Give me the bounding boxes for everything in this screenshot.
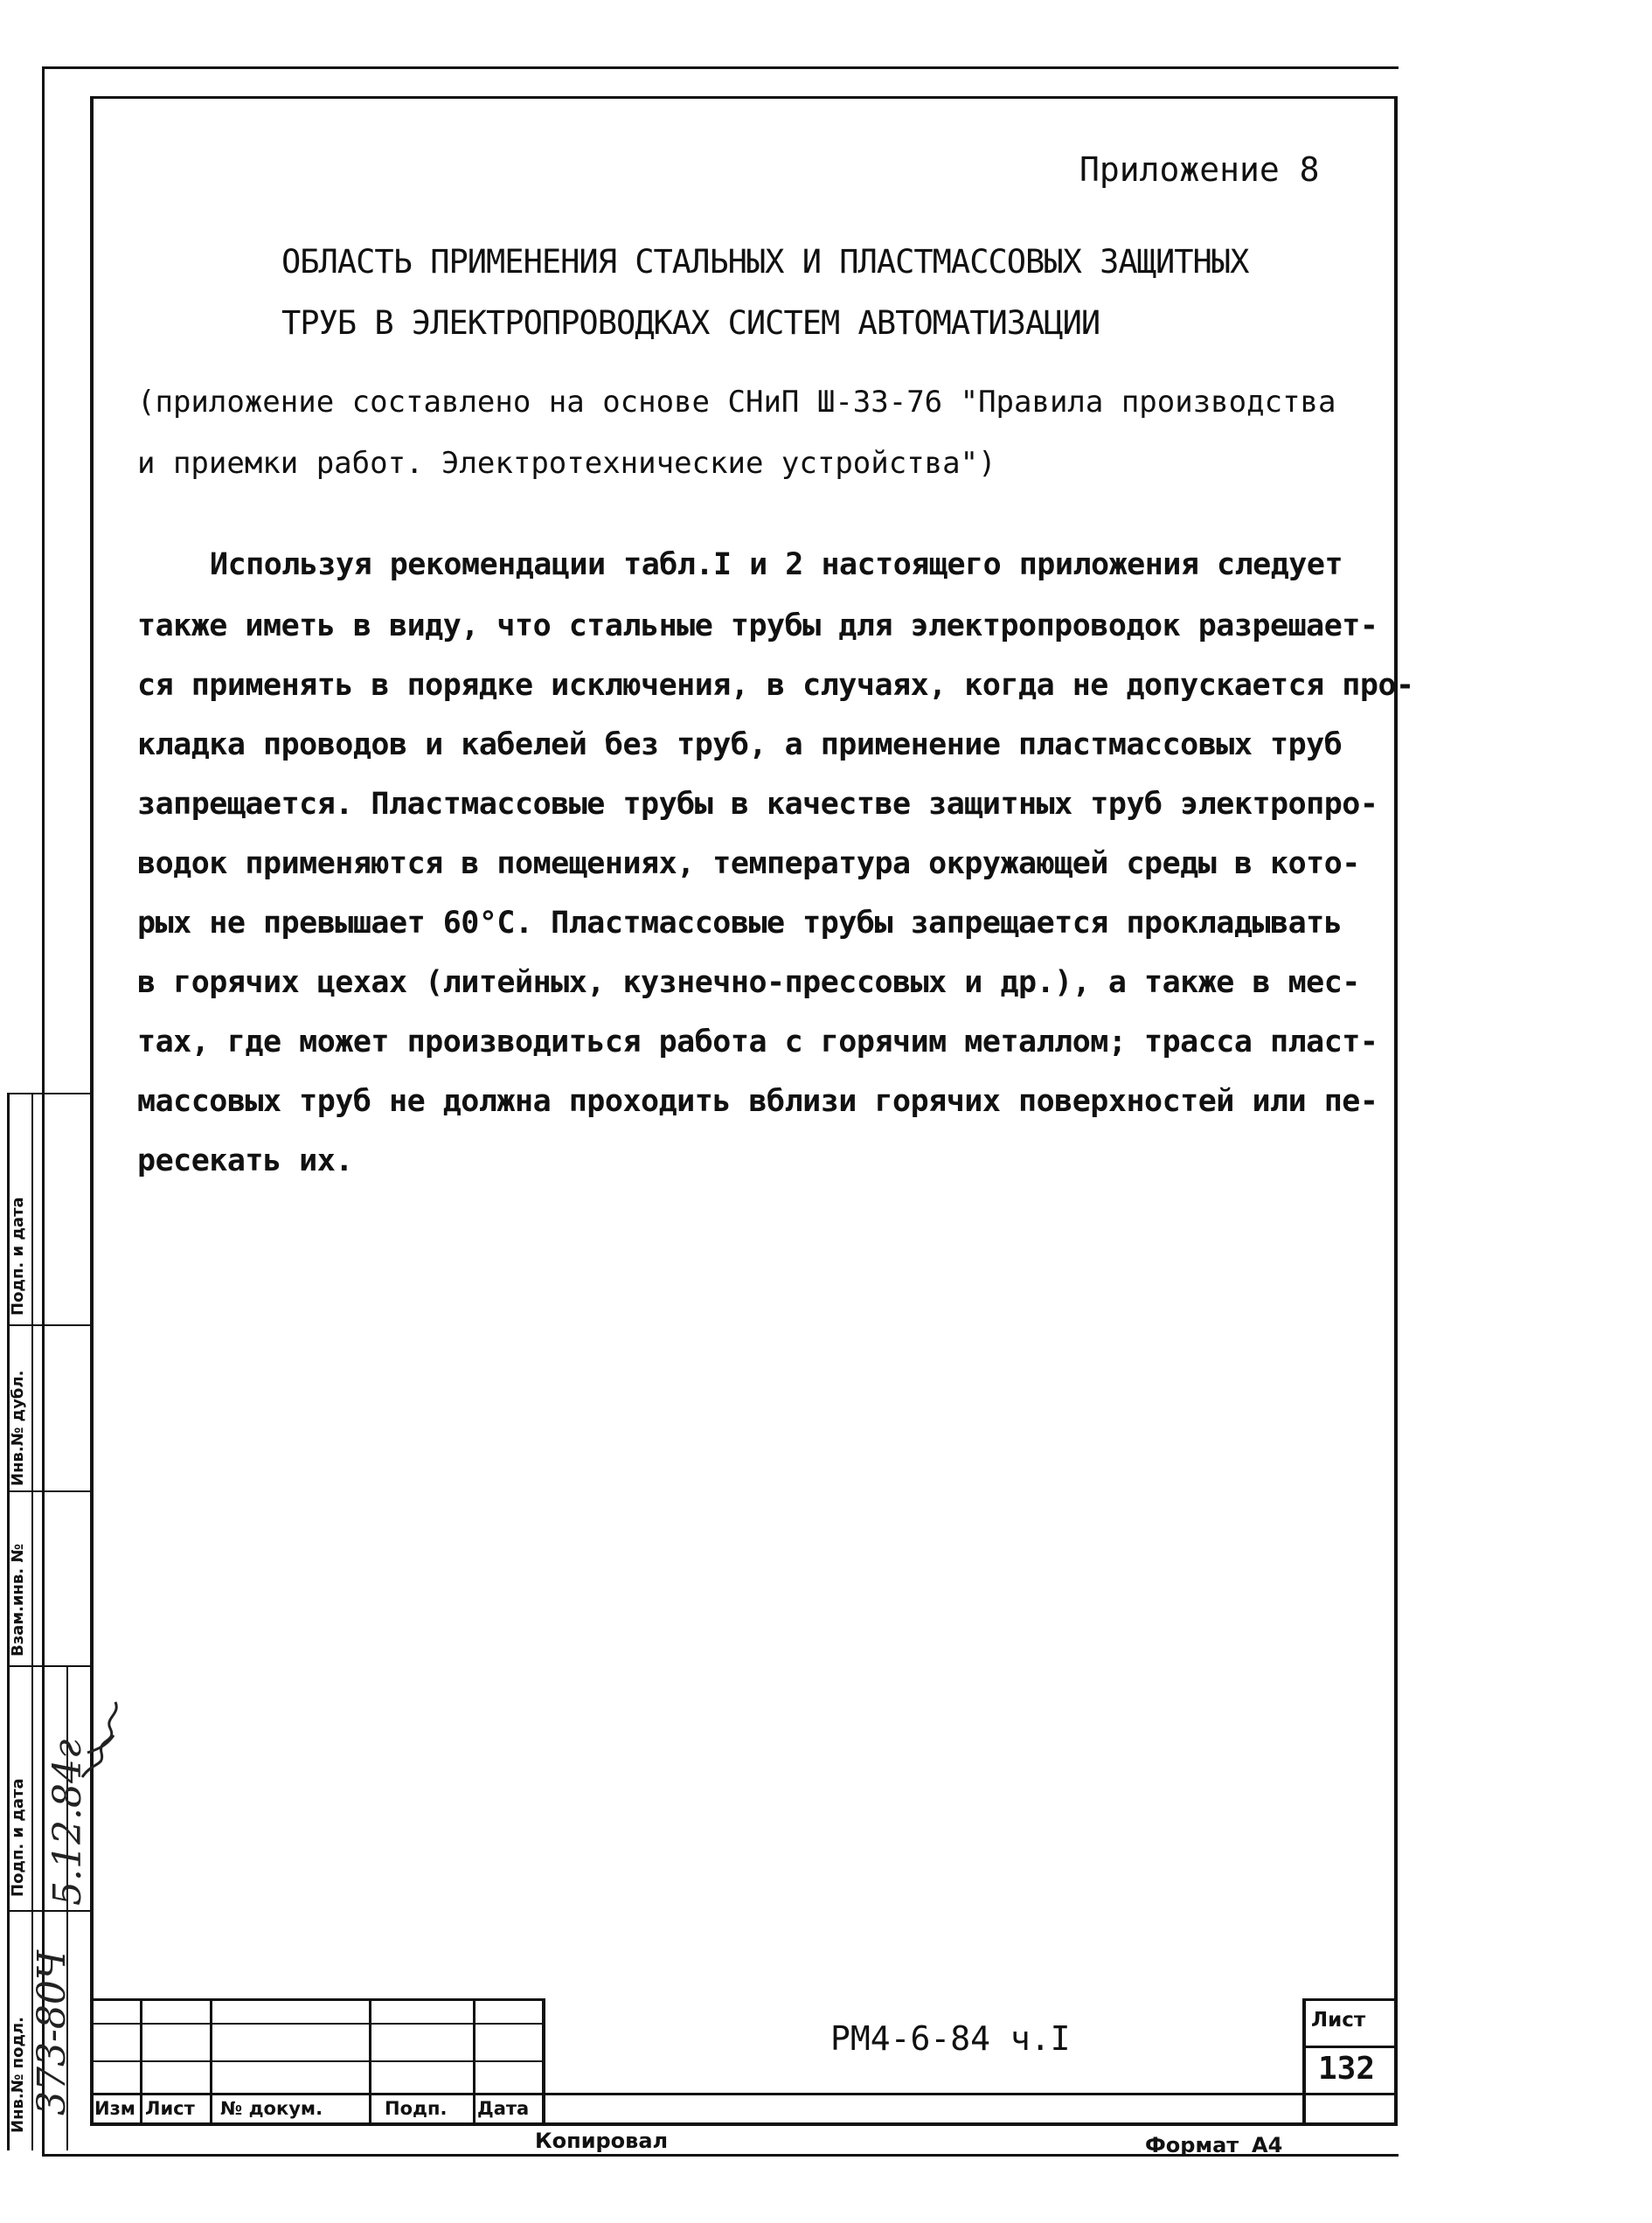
tb-row-line (90, 2023, 545, 2025)
signature-scribble (75, 1692, 128, 1788)
body-line: ся применять в порядке исключения, в случаях, когда не допускается про- (137, 668, 1414, 703)
side-stamp-divider (7, 1093, 93, 1094)
body-line: тах, где может производиться работа с горячим металлом; трасса пласт- (137, 1025, 1378, 1059)
body-line: в горячих цехах (литейных, кузнечно-прессовых и др.), а также в мес- (137, 965, 1360, 1000)
tb-col-line (210, 1998, 212, 2122)
body-line: рых не превышает 60°С. Пластмассовые трубы запрещается прокладывать (137, 906, 1343, 941)
note-line-1: (приложение составлено на основе СНиП Ш-33-76 "Правила производства (137, 385, 1336, 420)
body-line: массовых труб не должна проходить вблизи горячих поверхностей или пе- (137, 1084, 1378, 1119)
side-stamp-divider (7, 1665, 93, 1667)
side-stamp-divider (7, 1910, 93, 1912)
outer-frame-top (44, 66, 1399, 69)
tb-sheet-box-mid (1302, 2046, 1397, 2048)
handwritten-inventory-number: 373-80Ч (30, 1950, 74, 2115)
side-stamp-divider (7, 1490, 93, 1492)
inner-frame-top (91, 96, 1397, 99)
body-line: также иметь в виду, что стальные трубы для электропроводок разрешает- (137, 608, 1378, 643)
tb-row-line (90, 2093, 1394, 2095)
tb-header-doc-number: № докум. (220, 2098, 323, 2119)
note-line-2: и приемки работ. Электротехнические устройства") (137, 446, 996, 481)
tb-header-sheet: Лист (145, 2098, 195, 2119)
page-title-line-1: ОБЛАСТЬ ПРИМЕНЕНИЯ СТАЛЬНЫХ И ПЛАСТМАССОВЫХ ЗАЩИТНЫХ (281, 243, 1249, 281)
side-label-replacement-inv: Взам.инв. № (9, 1543, 27, 1657)
body-line: ресекать их. (137, 1143, 353, 1178)
tb-col-line (473, 1998, 475, 2122)
tb-sheet-box-left (1302, 1998, 1306, 2122)
inner-frame-right (1394, 96, 1398, 2124)
inner-frame-bottom (90, 2122, 1398, 2126)
copied-label: Копировал (535, 2129, 669, 2153)
page-title-line-2: ТРУБ В ЭЛЕКТРОПРОВОДКАХ СИСТЕМ АВТОМАТИЗАЦИИ (281, 304, 1100, 342)
format-value: А4 (1252, 2133, 1283, 2157)
side-label-signature-date-top: Подп. и дата (9, 1197, 27, 1316)
side-label-inv-duplicate: Инв.№ дубл. (9, 1370, 27, 1486)
format-label: Формат (1145, 2133, 1239, 2157)
side-stamp-divider (7, 1324, 93, 1326)
tb-col-line (542, 1998, 545, 2122)
tb-header-change: Изм (94, 2098, 135, 2119)
tb-sheet-box-top (1302, 1998, 1397, 2001)
handwritten-date: 5.12.84г (45, 1739, 90, 1906)
body-line: Используя рекомендации табл.I и 2 настоящего приложения следует (210, 547, 1343, 582)
tb-col-line (369, 1998, 371, 2122)
inner-frame-left (90, 96, 94, 2124)
tb-header-date: Дата (477, 2098, 530, 2119)
body-line: кладка проводов и кабелей без труб, а применение пластмассовых труб (137, 727, 1343, 762)
sheet-number: 132 (1318, 2051, 1376, 2087)
side-label-inv-original: Инв.№ подл. (9, 2016, 27, 2133)
outer-frame-left (42, 66, 45, 2156)
body-line: водок применяются в помещениях, температура окружающей среды в кото- (137, 846, 1360, 881)
tb-col-line (140, 1998, 142, 2122)
document-code: РМ4-6-84 ч.I (830, 2019, 1071, 2058)
tb-top-line (90, 1998, 545, 2001)
tb-row-line (90, 2060, 545, 2062)
tb-header-signature: Подп. (385, 2098, 448, 2119)
appendix-label: Приложение 8 (1079, 150, 1320, 189)
side-label-signature-date: Подп. и дата (9, 1778, 27, 1897)
sheet-label: Лист (1311, 2009, 1366, 2032)
body-line: запрещается. Пластмассовые трубы в качестве защитных труб электропро- (137, 787, 1378, 822)
